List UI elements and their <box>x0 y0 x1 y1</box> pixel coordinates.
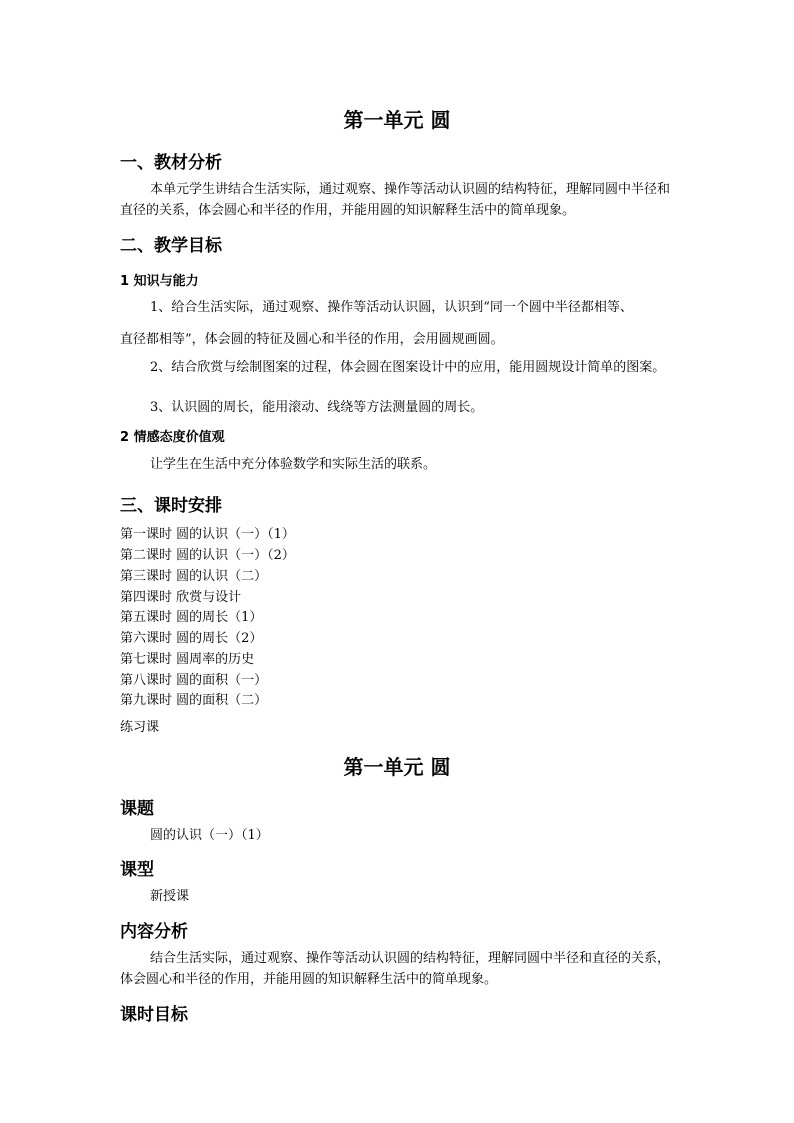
lesson-item: 第二课时 圆的认识（一）（2） <box>120 548 295 563</box>
lesson-item: 第七课时 圆周率的历史 <box>120 652 255 667</box>
subheading-knowledge: 1 知识与能力 <box>120 274 199 289</box>
lesson-item: 第三课时 圆的认识（二） <box>120 569 268 584</box>
attitude-text: 让学生在生活中充分体验数学和实际生活的联系。 <box>150 457 437 472</box>
lesson-item: 练习课 <box>120 720 160 735</box>
goal-item-2: 2、结合欣赏与绘制图案的过程，体会圆在图案设计中的应用，能用圆规设计简单的图案。 <box>150 360 666 375</box>
goal-item-1-line2: 直径都相等”，体会圆的特征及圆心和半径的作用，会用圆规画圆。 <box>120 332 504 347</box>
goal-item-1-line1: 1、给合生活实际，通过观察、操作等活动认识圆，认识到“同一个圆中半径都相等、 <box>150 300 633 315</box>
heading-type: 课型 <box>120 860 154 880</box>
page-title: 第一单元 圆 <box>343 108 451 132</box>
lesson-item: 第一课时 圆的认识（一）（1） <box>120 527 295 542</box>
goal-item-3: 3、认识圆的周长，能用滚动、线绕等方法测量圆的周长。 <box>150 400 484 415</box>
heading-analysis: 内容分析 <box>120 922 188 942</box>
analysis-text: 结合生活实际，通过观察、操作等活动认识圆的结构特征，理解同圆中半径和直径的关系，体会圆心和半径的作用，并能用圆的知识解释生活中的简单现象。 <box>120 951 671 987</box>
subheading-attitude: 2 情感态度价值观 <box>120 430 225 445</box>
heading-topic: 课题 <box>120 799 154 819</box>
lesson-item: 第四课时 欣赏与设计 <box>120 590 242 605</box>
lesson-item: 第五课时 圆的周长（1） <box>120 610 263 625</box>
lesson-item: 第六课时 圆的周长（2） <box>120 631 263 646</box>
heading-goals: 课时目标 <box>120 1005 188 1025</box>
section-heading-analysis: 一、教材分析 <box>120 153 222 173</box>
page-title-2: 第一单元 圆 <box>343 755 451 779</box>
topic-text: 圆的认识（一）（1） <box>150 828 269 843</box>
type-text: 新授课 <box>150 889 190 904</box>
lesson-item: 第九课时 圆的面积（二） <box>120 693 268 708</box>
section-heading-goals: 二、教学目标 <box>120 236 222 256</box>
section-analysis-text: 本单元学生讲结合生活实际，通过观察、操作等活动认识圆的结构特征，理解同圆中半径和直径的关系，体会圆心和半径的作用，并能用圆的知识解释生活中的简单现象。 <box>120 182 671 218</box>
lesson-item: 第八课时 圆的面积（一） <box>120 673 268 688</box>
section-heading-schedule: 三、课时安排 <box>120 496 222 516</box>
